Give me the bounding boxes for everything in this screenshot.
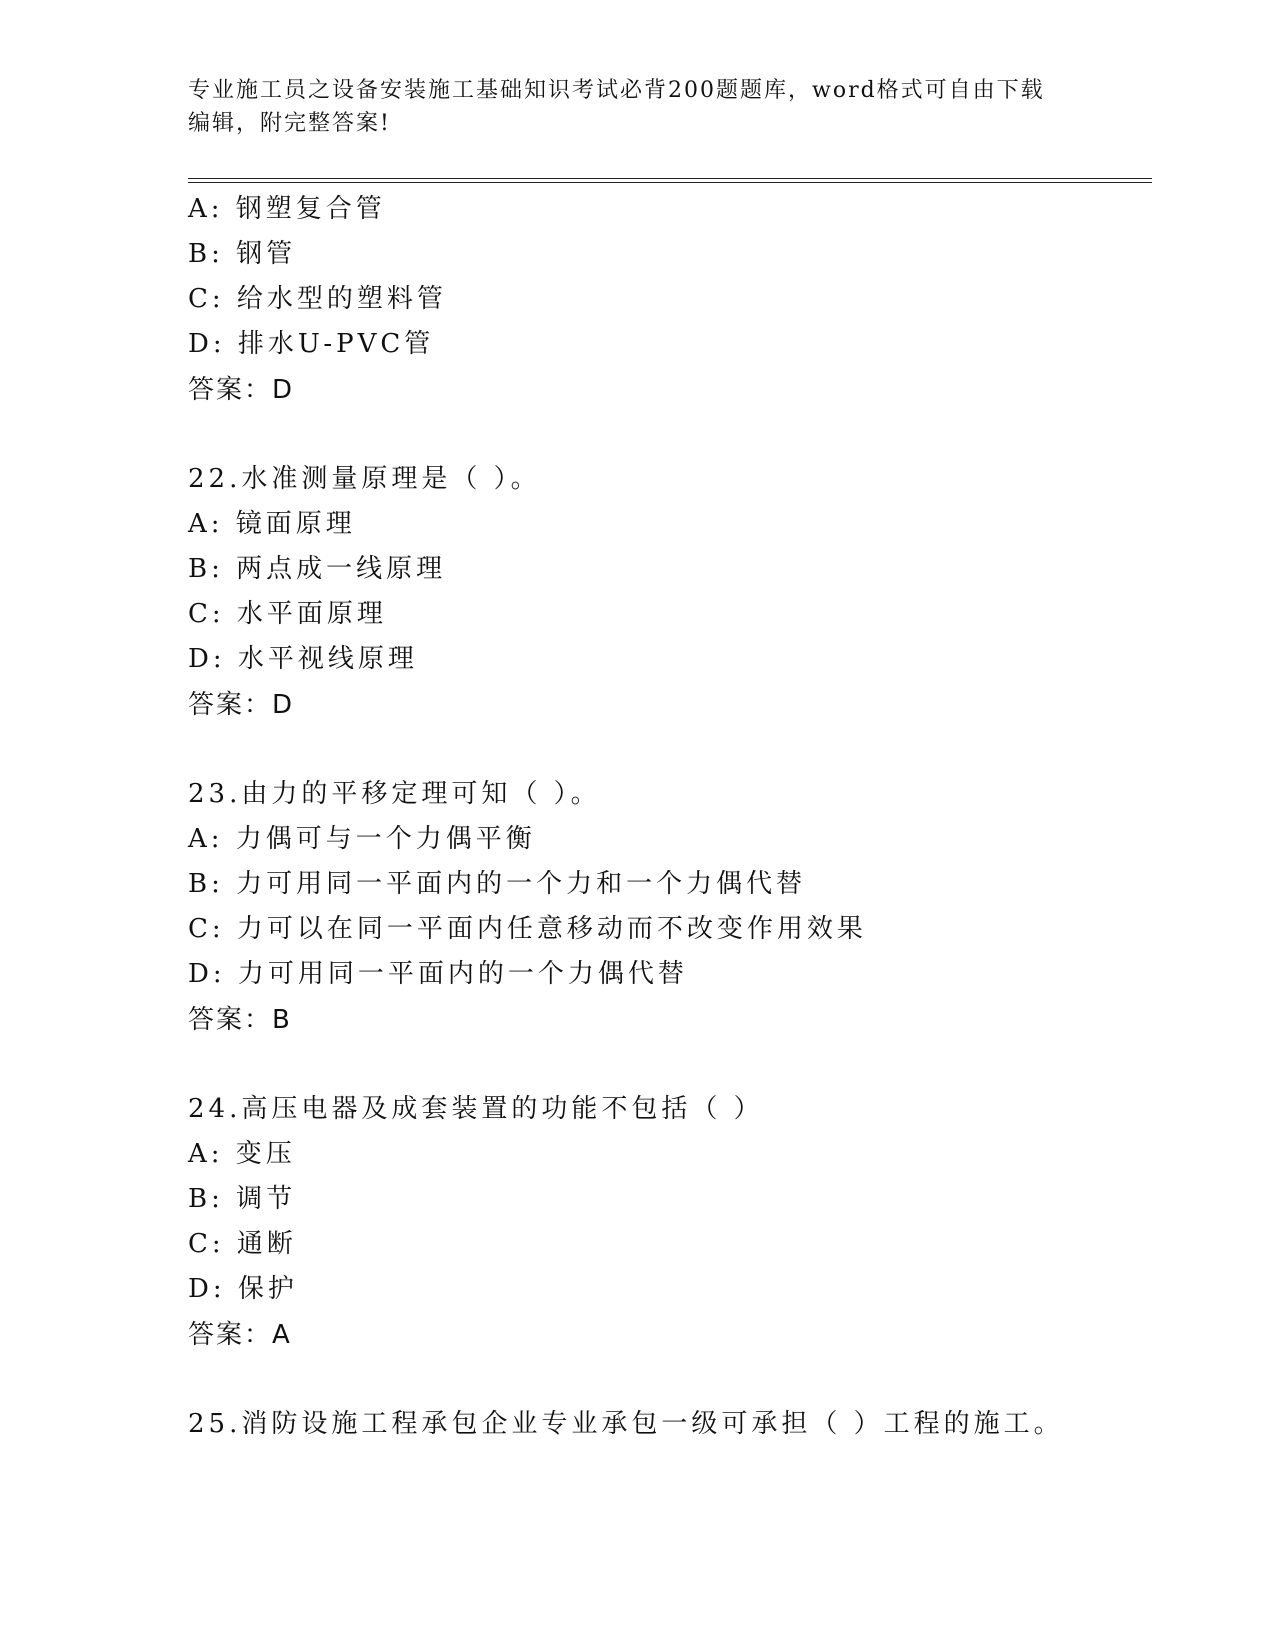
q24-option-b: B: 调节	[188, 1184, 297, 1214]
q24-answer: 答案：A	[188, 1320, 292, 1350]
q23-option-b: B: 力可用同一平面内的一个力和一个力偶代替	[188, 869, 807, 899]
q22-option-d: D: 水平视线原理	[188, 644, 418, 674]
q23-option-c: C: 力可以在同一平面内任意移动而不改变作用效果	[188, 914, 867, 944]
q24-option-a: A: 变压	[188, 1139, 296, 1169]
q21-option-d: D: 排水U-PVC管	[188, 329, 435, 359]
q22-option-a: A: 镜面原理	[188, 509, 356, 539]
q23-answer: 答案：B	[188, 1005, 292, 1035]
q24-option-c: C: 通断	[188, 1229, 297, 1259]
q22-question: 22.水准测量原理是（ ）。	[188, 464, 541, 494]
q23-question: 23.由力的平移定理可知（ ）。	[188, 779, 601, 809]
q24-option-d: D: 保护	[188, 1274, 298, 1304]
document-header	[188, 74, 1088, 140]
header-title-line-2: 编辑，附完整答案!	[188, 111, 391, 136]
header-title-line-1: 专业施工员之设备安装施工基础知识考试必背200题题库，word格式可自由下载	[188, 78, 1045, 103]
q23-option-d: D: 力可用同一平面内的一个力偶代替	[188, 959, 688, 989]
q22-answer: 答案：D	[188, 690, 295, 720]
q25-question: 25.消防设施工程承包企业专业承包一级可承担（ ）工程的施工。	[188, 1409, 1064, 1439]
header-divider-bottom	[188, 182, 1152, 183]
q24-question: 24.高压电器及成套装置的功能不包括（ ）	[188, 1094, 764, 1124]
q21-option-c: C: 给水型的塑料管	[188, 284, 447, 314]
q21-answer: 答案：D	[188, 375, 295, 405]
header-divider-top	[188, 178, 1152, 179]
q22-option-b: B: 两点成一线原理	[188, 554, 447, 584]
q21-option-a: A: 钢塑复合管	[188, 194, 386, 224]
q22-option-c: C: 水平面原理	[188, 599, 387, 629]
q21-option-b: B: 钢管	[188, 239, 297, 269]
q23-option-a: A: 力偶可与一个力偶平衡	[188, 824, 536, 854]
